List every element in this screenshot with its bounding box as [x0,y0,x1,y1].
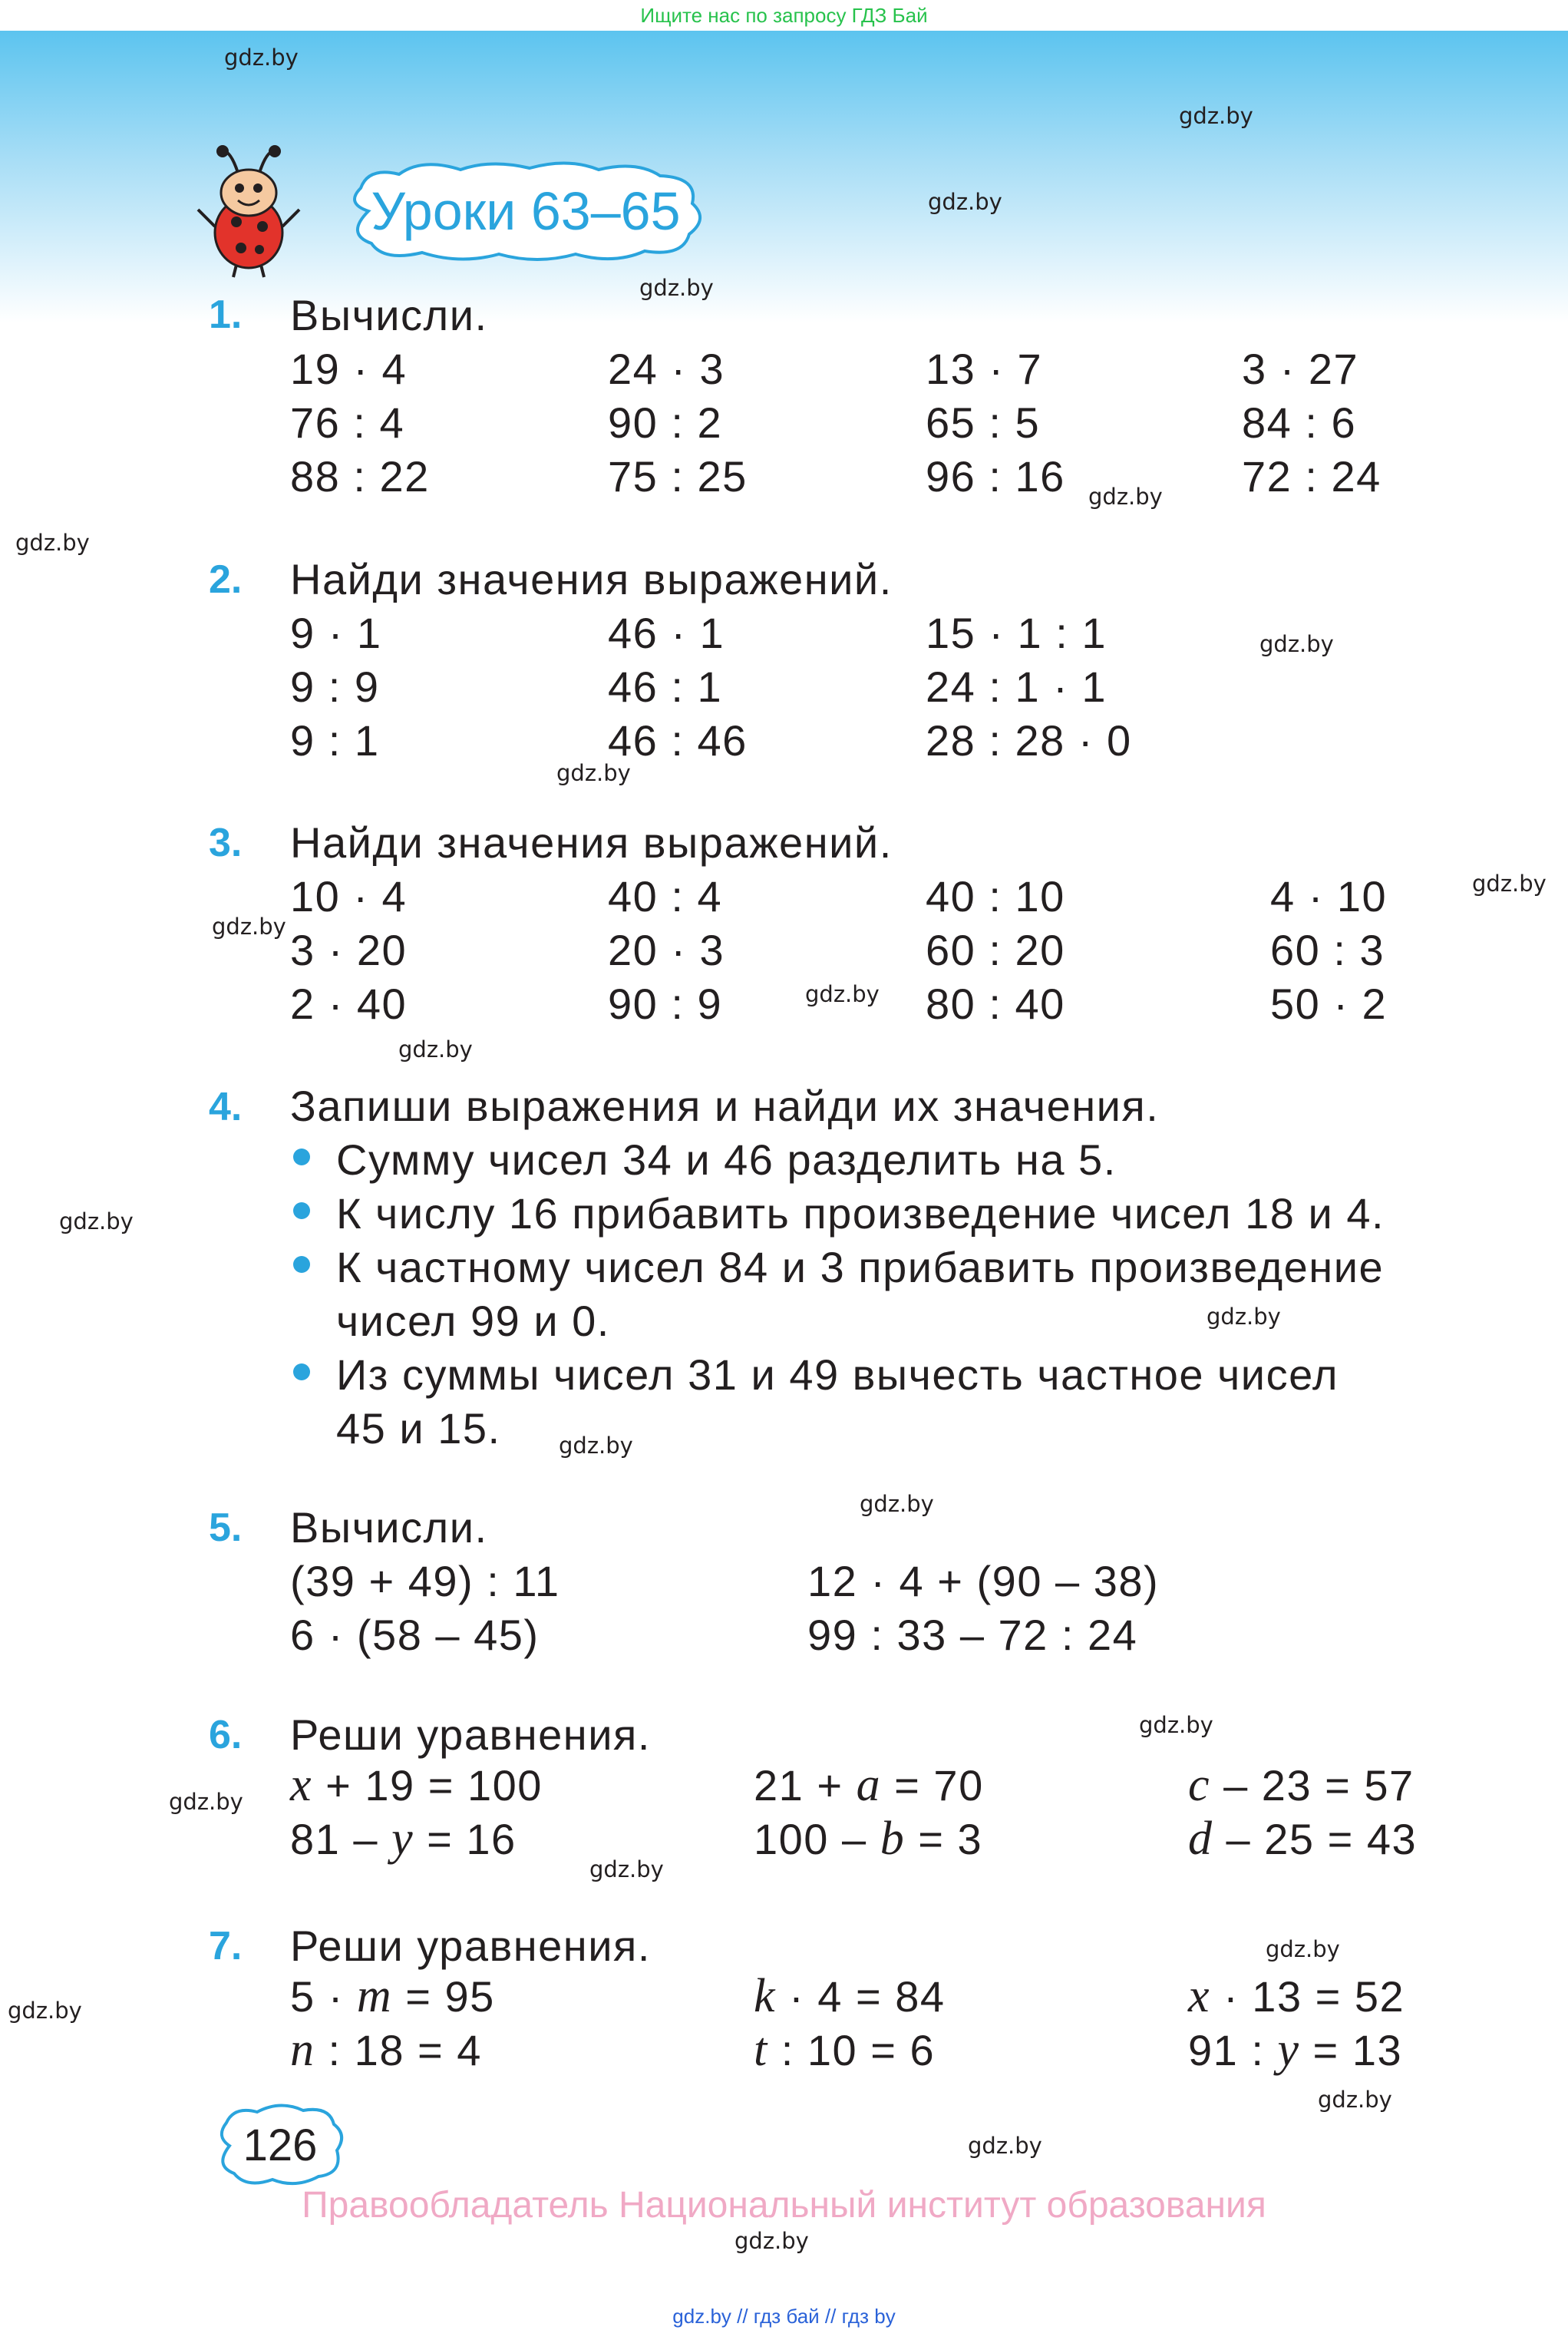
watermark: gdz.by [860,1491,934,1517]
expression: 65 : 5 [926,398,1041,447]
list-item-continuation: чисел 99 и 0. [336,1297,610,1345]
expression: 20 · 3 [608,926,725,974]
task-number: 6. [209,1713,243,1757]
search-banner[interactable]: Ищите нас по запросу ГДЗ Бай [0,0,1568,31]
list-item-continuation: 45 и 15. [336,1404,501,1453]
watermark: gdz.by [1139,1712,1213,1738]
task-number: 3. [209,821,243,865]
equation: d – 25 = 43 [1188,1813,1418,1865]
equation: n : 18 = 4 [290,2024,482,2076]
expression: 46 : 46 [608,716,748,765]
expression: 6 · (58 – 45) [290,1611,540,1659]
equation: t : 10 = 6 [754,2024,936,2076]
expression: 24 · 3 [608,345,725,393]
list-item: К частному чисел 84 и 3 прибавить произведение [336,1243,1385,1291]
expression: 28 : 28 · 0 [926,716,1132,765]
expression: (39 + 49) : 11 [290,1557,560,1605]
expression: 90 : 9 [608,980,723,1028]
watermark: gdz.by [589,1856,664,1882]
expression: 88 : 22 [290,452,430,501]
expression: 90 : 2 [608,398,723,447]
watermark: gdz.by [1088,484,1163,510]
equation: c – 23 = 57 [1188,1759,1415,1811]
watermark: gdz.by [1318,2087,1392,2113]
expression: 12 · 4 + (90 – 38) [807,1557,1160,1605]
expression: 80 : 40 [926,980,1065,1028]
footer-links[interactable]: gdz.by // гдз бай // гдз by [672,2305,896,2328]
task-number: 5. [209,1505,243,1550]
expression: 84 : 6 [1242,398,1357,447]
task-heading: Вычисли. [290,1503,488,1552]
page-number: 126 [243,2120,318,2170]
lesson-title: Уроки 63–65 [371,181,681,241]
task-number: 7. [209,1924,243,1968]
expression: 50 · 2 [1270,980,1388,1028]
watermark: gdz.by [968,2133,1042,2159]
expression: 24 : 1 · 1 [926,663,1108,711]
expression: 60 : 20 [926,926,1065,974]
expression: 46 · 1 [608,609,725,657]
expression: 40 : 4 [608,872,723,920]
watermark: gdz.by [398,1036,473,1063]
list-item: К числу 16 прибавить произведение чисел 18 и 4. [336,1189,1385,1238]
bullet-icon [293,1202,310,1219]
expression: 60 : 3 [1270,926,1385,974]
watermark: gdz.by [1259,631,1334,657]
watermark: gdz.by [1472,871,1547,897]
expression: 9 : 9 [290,663,380,711]
ladybug-mascot-icon [192,142,307,280]
watermark: gdz.by [8,1998,82,2024]
watermark: gdz.by [169,1789,243,1815]
watermark: gdz.by [59,1208,134,1234]
task-number: 1. [209,292,243,337]
task-heading: Найди значения выражений. [290,818,893,867]
equation: 91 : y = 13 [1188,2024,1403,2076]
equation: 5 · m = 95 [290,1970,495,2022]
expression: 75 : 25 [608,452,748,501]
expression: 2 · 40 [290,980,408,1028]
watermark: gdz.by [805,981,880,1007]
bullet-icon [293,1363,310,1380]
task-heading: Запиши выражения и найди их значения. [290,1082,1160,1130]
expression: 19 · 4 [290,345,408,393]
copyright-notice: Правообладатель Национальный институт образования [302,2185,1266,2226]
list-item: Из суммы чисел 31 и 49 вычесть частное чисел [336,1350,1339,1399]
expression: 15 · 1 : 1 [926,609,1108,657]
expression: 4 · 10 [1270,872,1388,920]
watermark: gdz.by [556,760,631,786]
expression: 13 · 7 [926,345,1043,393]
task-heading: Найди значения выражений. [290,555,893,603]
watermark: gdz.by [1179,103,1253,129]
equation: 81 – y = 16 [290,1813,517,1865]
expression: 72 : 24 [1242,452,1381,501]
bullet-icon [293,1149,310,1165]
task-number: 2. [209,557,243,602]
expression: 40 : 10 [926,872,1065,920]
expression: 10 · 4 [290,872,408,920]
watermark: gdz.by [1207,1304,1281,1330]
equation: 21 + a = 70 [754,1759,984,1811]
task-heading: Реши уравнения. [290,1922,651,1970]
equation: 100 – b = 3 [754,1813,983,1865]
expression: 99 : 33 – 72 : 24 [807,1611,1138,1659]
watermark: gdz.by [1266,1936,1340,1962]
expression: 96 : 16 [926,452,1065,501]
expression: 46 : 1 [608,663,723,711]
expression: 9 · 1 [290,609,382,657]
bullet-icon [293,1256,310,1273]
watermark: gdz.by [15,530,90,556]
equation: x + 19 = 100 [290,1759,543,1811]
watermark: gdz.by [224,45,299,71]
task-heading: Вычисли. [290,291,488,339]
expression: 76 : 4 [290,398,405,447]
watermark: gdz.by [639,275,714,301]
equation: x · 13 = 52 [1188,1970,1405,2022]
task-number: 4. [209,1085,243,1129]
expression: 3 · 27 [1242,345,1359,393]
watermark: gdz.by [559,1433,633,1459]
expression: 3 · 20 [290,926,408,974]
task-heading: Реши уравнения. [290,1710,651,1759]
watermark: gdz.by [734,2228,809,2254]
watermark: gdz.by [928,189,1002,215]
watermark: gdz.by [212,914,286,940]
equation: k · 4 = 84 [754,1970,946,2022]
expression: 9 : 1 [290,716,380,765]
list-item: Сумму чисел 34 и 46 разделить на 5. [336,1135,1117,1184]
